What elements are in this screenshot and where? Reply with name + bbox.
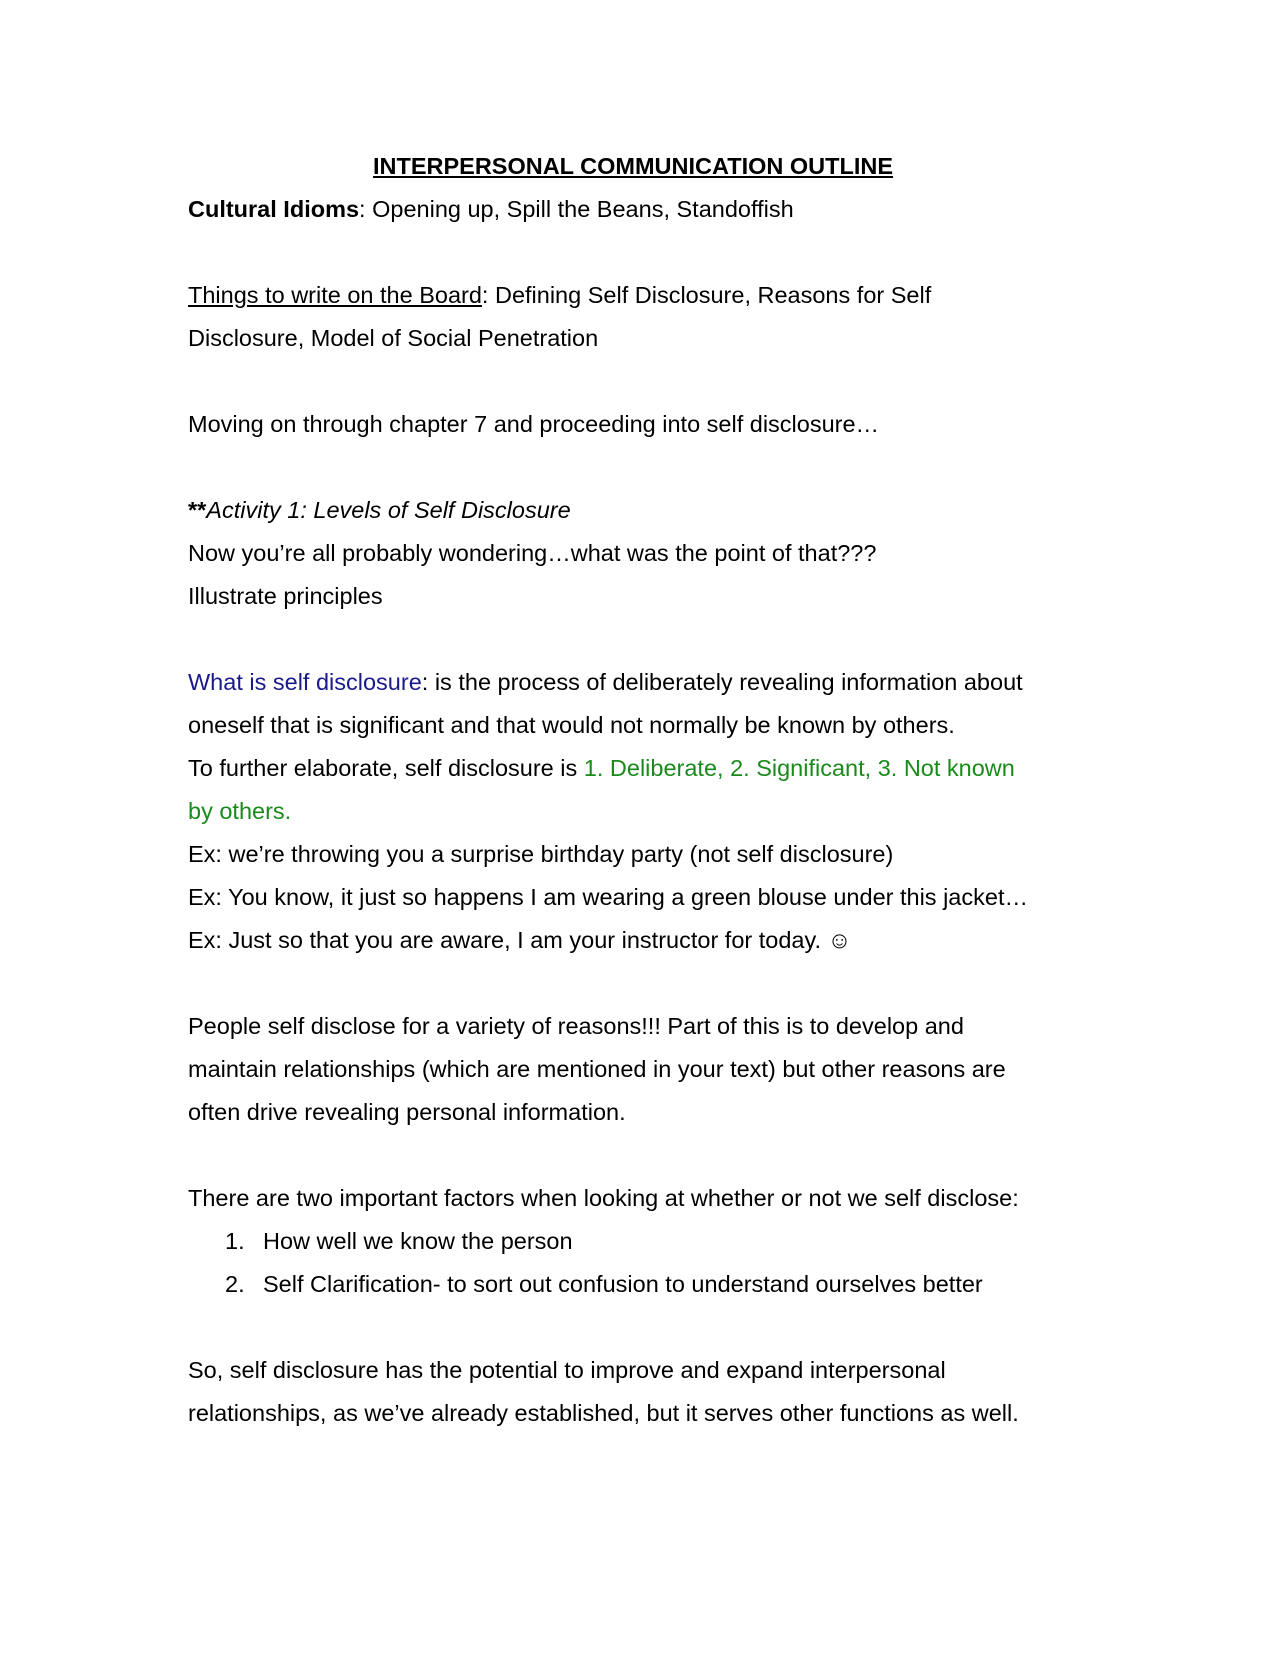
list-item-number: 1.: [225, 1228, 245, 1254]
moving-on-line: Moving on through chapter 7 and proceeding into self disclosure…: [188, 411, 880, 437]
cultural-idioms-line: [188, 188, 1088, 231]
definition-term: What is self disclosure: [188, 669, 422, 695]
reasons-line-2: maintain relationships (which are mentioned in your text) but other reasons are: [188, 1056, 1006, 1082]
definition-text-1: : is the process of deliberately revealing information about: [421, 669, 1023, 695]
elaborate-line-2: by others.: [188, 798, 292, 824]
conclusion-line-2: relationships, as we’ve already established, but it serves other functions as well.: [188, 1400, 1019, 1426]
example-3: Ex: Just so that you are aware, I am your instructor for today. ☺: [188, 927, 852, 953]
factors-list: [188, 1220, 1088, 1306]
example-2: Ex: You know, it just so happens I am wearing a green blouse under this jacket…: [188, 884, 1028, 910]
elaborate-criteria: 1. Deliberate, 2. Significant, 3. Not known: [583, 755, 1015, 781]
activity-title: Activity 1: Levels of Self Disclosure: [206, 497, 571, 523]
board-text-1: : Defining Self Disclosure, Reasons for Self: [481, 282, 932, 308]
spacer: [188, 618, 1088, 661]
activity-line-1: Now you’re all probably wondering…what was the point of that???: [188, 540, 877, 566]
definition-line-1: [188, 661, 1088, 704]
conclusion-line-1: So, self disclosure has the potential to improve and expand interpersonal: [188, 1357, 946, 1383]
document-page: [188, 145, 1088, 1435]
board-line-2: Disclosure, Model of Social Penetration: [188, 325, 599, 351]
spacer: [188, 360, 1088, 403]
elaborate-line-1: [188, 747, 1088, 790]
board-line-1: [188, 274, 1088, 317]
spacer: [188, 1306, 1088, 1349]
list-item-text: How well we know the person: [263, 1228, 573, 1254]
factors-intro: There are two important factors when looking at whether or not we self disclose:: [188, 1185, 1019, 1211]
board-label: Things to write on the Board: [188, 282, 482, 308]
spacer: [188, 962, 1088, 1005]
reasons-line-1: People self disclose for a variety of reasons!!! Part of this is to develop and: [188, 1013, 964, 1039]
cultural-idioms-label: Cultural Idioms: [188, 196, 360, 222]
list-item: [188, 1220, 1088, 1263]
activity-line-2: Illustrate principles: [188, 583, 383, 609]
activity-stars: **: [188, 497, 207, 523]
list-item: [188, 1263, 1088, 1306]
spacer: [188, 446, 1088, 489]
reasons-line-3: often drive revealing personal information.: [188, 1099, 626, 1125]
list-item-number: 2.: [225, 1271, 245, 1297]
spacer: [188, 231, 1088, 274]
definition-line-2: oneself that is significant and that would not normally be known by others.: [188, 712, 955, 738]
page-title: INTERPERSONAL COMMUNICATION OUTLINE: [372, 153, 894, 179]
list-item-text: Self Clarification- to sort out confusion to understand ourselves better: [263, 1271, 983, 1297]
spacer: [188, 1134, 1088, 1177]
cultural-idioms-text: : Opening up, Spill the Beans, Standoffish: [359, 196, 794, 222]
elaborate-prefix: To further elaborate, self disclosure is: [188, 755, 584, 781]
example-1: Ex: we’re throwing you a surprise birthday party (not self disclosure): [188, 841, 894, 867]
activity-heading: [188, 489, 1088, 532]
